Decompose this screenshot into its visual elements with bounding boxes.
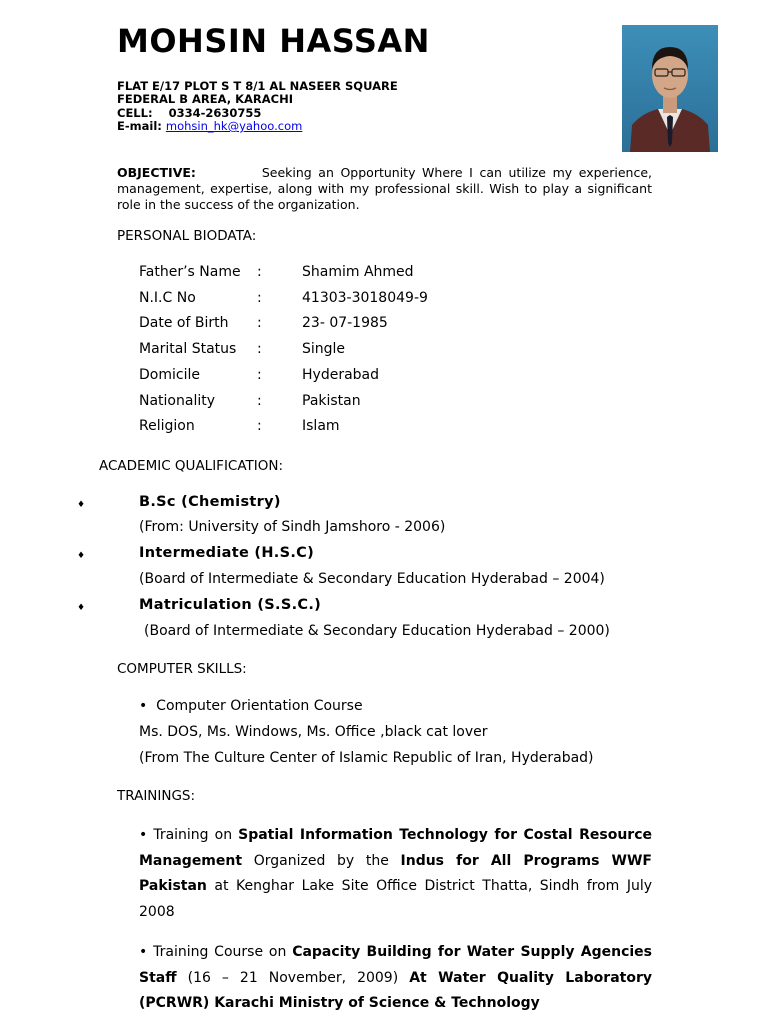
degree-bsc-detail: (From: University of Sindh Jamshoro - 2006)	[139, 519, 446, 535]
training-item-2	[139, 940, 652, 1017]
bio-colon: :	[257, 367, 262, 383]
training-2-venue: At Water Quality Laboratory (PCRWR) Karachi Ministry of Science & Technology	[139, 969, 652, 1011]
bio-value-marital: Single	[302, 341, 346, 357]
bullet-icon: •	[139, 698, 148, 714]
bio-colon: :	[257, 341, 262, 357]
bio-label-religion: Religion	[139, 418, 195, 434]
degree-ssc: Matriculation (S.S.C.)	[139, 597, 322, 613]
training-2-dates: (16 – 21 November, 2009)	[176, 969, 410, 986]
bio-colon: :	[257, 315, 262, 331]
bio-label-father: Father’s Name	[139, 264, 241, 280]
computer-skills-heading	[117, 661, 247, 677]
training-1-text-a: Training on	[153, 827, 239, 843]
degree-hsc: Intermediate (H.S.C)	[139, 545, 315, 561]
degree-ssc-detail: (Board of Intermediate & Secondary Education Hyderabad – 2000)	[144, 623, 610, 639]
trainings-heading	[117, 788, 195, 804]
email-label: E-mail:	[117, 119, 162, 133]
cell-value: 0334-2630755	[168, 106, 262, 120]
computer-course-item	[139, 698, 363, 714]
training-item-1	[139, 823, 652, 925]
bio-value-dob: 23- 07-1985	[302, 315, 388, 331]
diamond-bullet-icon: ♦	[77, 500, 86, 510]
email-link[interactable]: mohsin_hk@yahoo.com	[165, 119, 303, 133]
training-1-location: at Kenghar Lake Site Office District Thatta, Sindh from July 2008	[139, 878, 652, 920]
address-line-1: FLAT E/17 PLOT S T 8/1 AL NASEER SQUARE	[117, 79, 398, 93]
training-1-topic: Spatial Information Technology for Costal Resource Management	[139, 827, 652, 869]
candidate-name: MOHSIN HASSAN	[117, 22, 430, 60]
bio-value-religion: Islam	[302, 418, 340, 434]
computer-software: Ms. DOS, Ms. Windows, Ms. Office ,black cat lover	[139, 724, 488, 740]
training-2-text-a: Training Course on	[153, 944, 293, 960]
bio-value-father: Shamim Ahmed	[302, 264, 414, 280]
bio-colon: :	[257, 290, 262, 306]
diamond-bullet-icon: ♦	[77, 551, 86, 561]
bio-value-nic: 41303-3018049-9	[302, 290, 428, 306]
computer-course: Computer Orientation Course	[156, 698, 363, 714]
degree-hsc-detail: (Board of Intermediate & Secondary Education Hyderabad – 2004)	[139, 571, 605, 587]
bio-colon: :	[257, 418, 262, 434]
computer-institution: (From The Culture Center of Islamic Republic of Iran, Hyderabad)	[139, 750, 594, 766]
computer-skills-heading-text: COMPUTER SKILLS:	[117, 661, 247, 677]
portrait-image	[622, 25, 718, 152]
bio-label-nationality: Nationality	[139, 393, 216, 409]
bio-label-domicile: Domicile	[139, 367, 200, 383]
bio-colon: :	[257, 264, 262, 280]
cell-label: CELL:	[117, 106, 153, 120]
address-line-2: FEDERAL B AREA, KARACHI	[117, 92, 293, 106]
bio-colon: :	[257, 393, 262, 409]
academic-heading	[99, 458, 283, 474]
training-2-topic: Capacity Building for Water Supply Agencies Staff	[139, 944, 652, 986]
diamond-bullet-icon: ♦	[77, 603, 86, 613]
bullet-icon: •	[139, 944, 148, 960]
bio-value-nationality: Pakistan	[302, 393, 361, 409]
bio-label-marital: Marital Status	[139, 341, 237, 357]
trainings-heading-text: TRAININGS:	[117, 788, 196, 804]
bio-label-nic: N.I.C No	[139, 290, 196, 306]
bullet-icon: •	[139, 827, 148, 843]
biodata-heading	[117, 228, 256, 244]
email-line	[117, 120, 302, 133]
degree-bsc: B.Sc (Chemistry)	[139, 494, 281, 510]
objective-text: Seeking an Opportunity Where I can utilize my experience, management, expertise, along with my professional skill. Wish to play a significant role in the success of the organization.	[117, 165, 652, 212]
bio-value-domicile: Hyderabad	[302, 367, 379, 383]
training-1-organizer: Indus for All Programs WWF Pakistan	[139, 852, 652, 894]
bio-label-dob: Date of Birth	[139, 315, 229, 331]
biodata-heading-text: PERSONAL BIODATA:	[117, 228, 257, 244]
objective-paragraph	[117, 165, 652, 213]
objective-label: OBJECTIVE:	[117, 165, 196, 180]
profile-photo	[622, 25, 718, 152]
training-1-text-c: Organized by the	[242, 852, 401, 869]
academic-heading-text: ACADEMIC QUALIFICATION:	[99, 458, 284, 474]
